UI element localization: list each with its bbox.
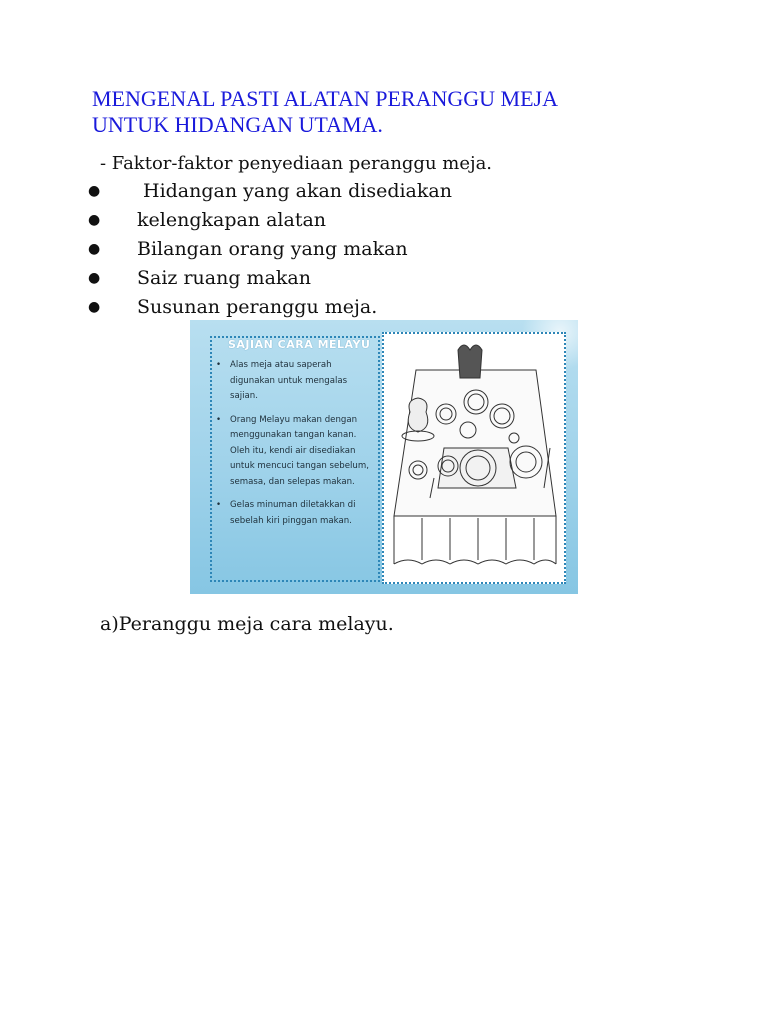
figure-notes (214, 358, 376, 537)
bullet-icon: ● (88, 183, 101, 199)
bullet-icon: ● (88, 241, 101, 257)
kendi-shape (408, 398, 428, 432)
malay-table-setting-figure (190, 320, 578, 594)
bullet-icon: ● (88, 270, 101, 286)
figure-text-panel (210, 336, 380, 582)
bullet-icon: ● (88, 299, 101, 315)
table-illustration-panel (382, 332, 566, 584)
table-cloth-shape (394, 370, 556, 516)
figure-note: • Alas meja atau saperah digunakan untuk mengalas sajian. (214, 358, 376, 405)
bullet-icon: ● (88, 212, 101, 228)
title-line-1: MENGENAL PASTI ALATAN PERANGGU MEJA (92, 86, 558, 111)
figure-note: • Orang Melayu makan dengan menggunakan tangan kanan. Oleh itu, kendi air disediakan untuk mencuci tangan sebelum, semasa, dan selepas makan. (214, 413, 376, 491)
figure-caption: a)Peranggu meja cara melayu. (100, 613, 394, 635)
figure-heading: SAJIAN CARA MELAYU (228, 338, 371, 351)
dulang-shape (438, 448, 516, 488)
table-setting-illustration (388, 338, 560, 578)
title-line-2: UNTUK HIDANGAN UTAMA. (92, 112, 383, 137)
figure-note: • Gelas minuman diletakkan di sebelah kiri pinggan makan. (214, 498, 376, 529)
table-skirt-shape (394, 560, 556, 564)
factors-subheading: - Faktor-faktor penyediaan peranggu meja. (100, 153, 493, 174)
ornament-shape (458, 345, 482, 378)
page-title (92, 86, 652, 138)
